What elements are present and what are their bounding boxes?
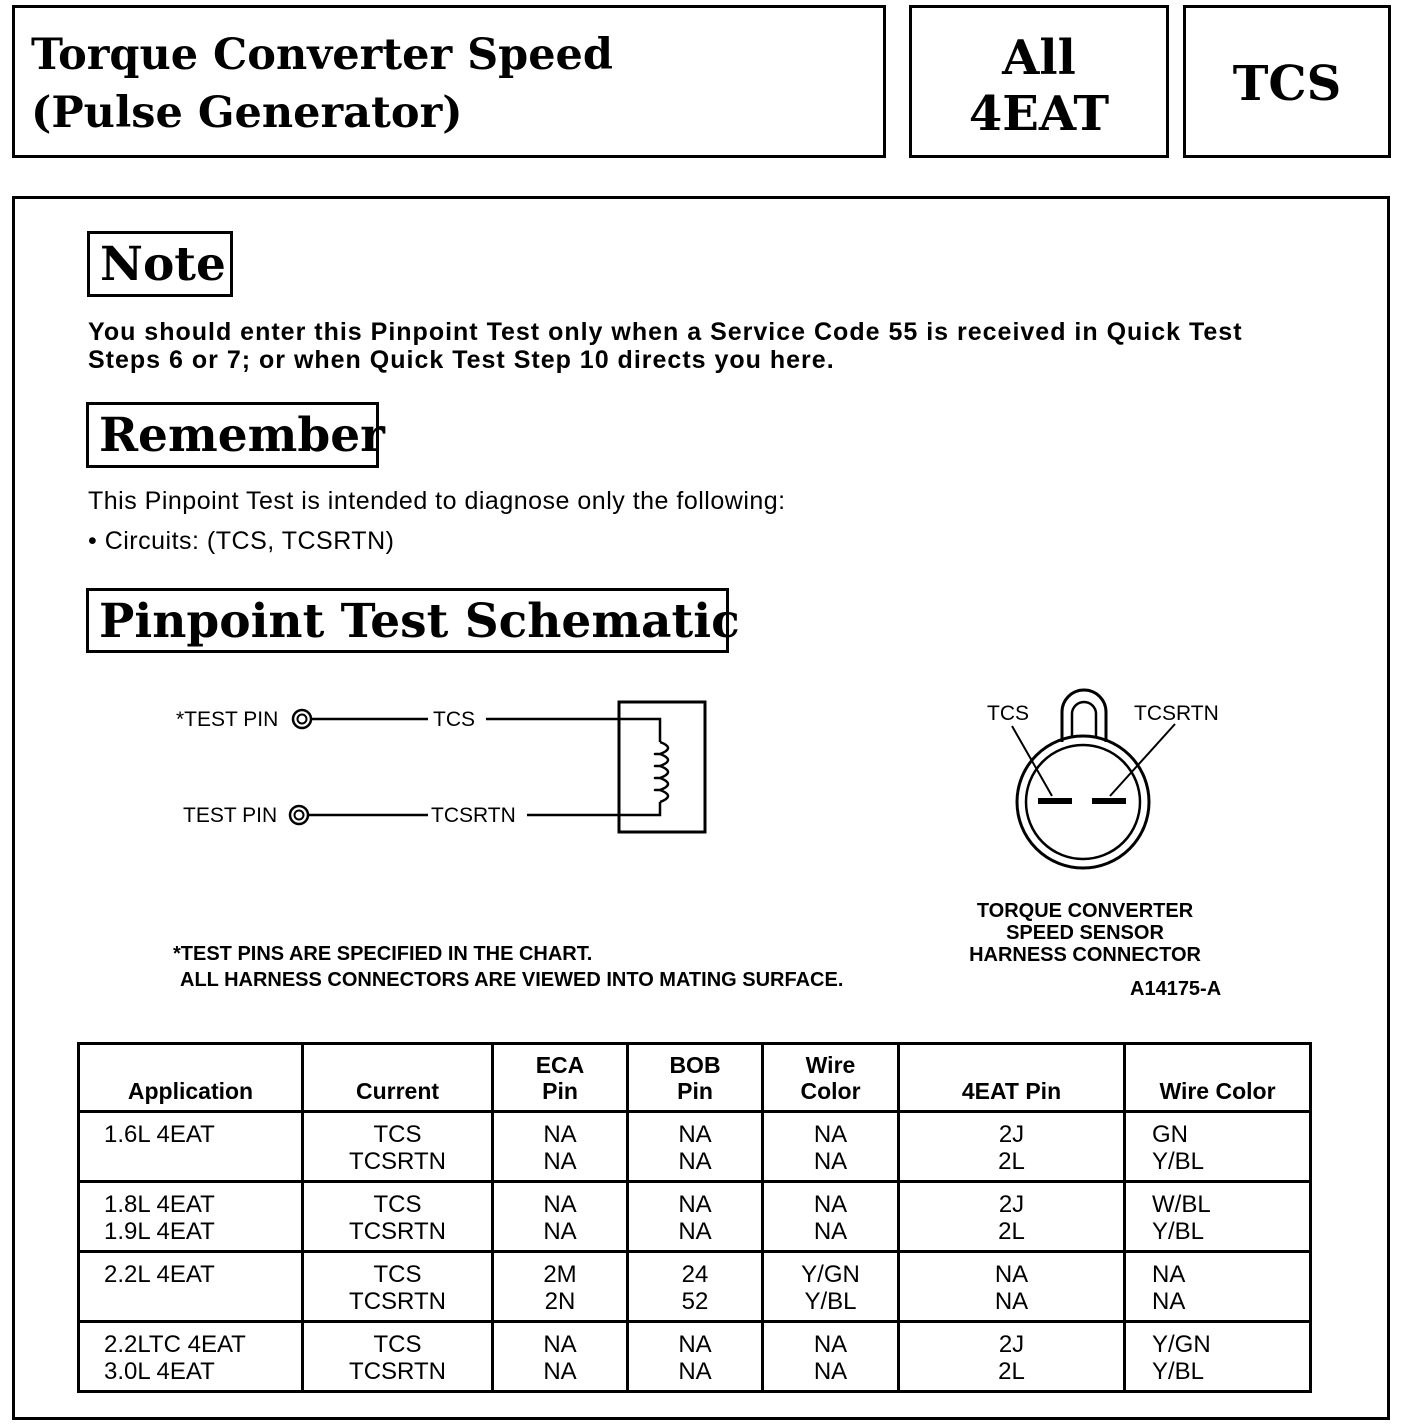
cell-line: 2.2LTC 4EAT (104, 1331, 246, 1358)
cell-eca-pin (493, 1112, 628, 1182)
header-eca-pin (493, 1044, 628, 1112)
cell-line: GN (1152, 1121, 1188, 1148)
cell-line: 52 (681, 1288, 709, 1315)
cell-line: NA (994, 1288, 1029, 1315)
header-4eat-pin: 4EAT Pin (899, 1044, 1125, 1112)
cell-wire-color-2 (1125, 1112, 1311, 1182)
cell-line: NA (678, 1218, 712, 1245)
cell-line: TCS (373, 1331, 422, 1358)
cell-line: NA (543, 1331, 577, 1358)
header-current: Current (303, 1044, 493, 1112)
cell-eca-pin (493, 1322, 628, 1392)
cell-line: 2L (998, 1148, 1025, 1175)
cell-line: TCS (373, 1121, 422, 1148)
cell-line: NA (678, 1331, 712, 1358)
cell-line: 2L (998, 1218, 1025, 1245)
connector-caption-1: TORQUE CONVERTER (976, 900, 1194, 922)
cell-wire-color (763, 1252, 899, 1322)
cell-line: NA (678, 1191, 712, 1218)
header-eca-pin-label: ECA Pin (535, 1052, 585, 1104)
cell-eca-pin (493, 1252, 628, 1322)
cell-wire-color-2 (1125, 1322, 1311, 1392)
table-row (79, 1182, 1311, 1252)
test-pin-2-inner (295, 811, 304, 820)
cell-bob-pin (628, 1252, 763, 1322)
cell-line: Y/GN (801, 1261, 860, 1288)
cell-line: TCSRTN (349, 1358, 446, 1385)
cell-line: 1.6L 4EAT (104, 1121, 215, 1148)
cell-line: NA (813, 1121, 848, 1148)
header-wire-color-2: Wire Color (1125, 1044, 1311, 1112)
table-body (79, 1112, 1311, 1392)
connector-outer-ring (1017, 736, 1149, 868)
cell-line: 2.2L 4EAT (104, 1261, 215, 1288)
cell-line: NA (813, 1358, 848, 1385)
footnote-2: ALL HARNESS CONNECTORS ARE VIEWED INTO MATING SURFACE. (180, 969, 844, 991)
coil-icon (655, 742, 668, 802)
wire-tcsrtn-label: TCSRTN (431, 804, 516, 827)
cell-line: NA (813, 1331, 848, 1358)
cell-line: NA (678, 1358, 712, 1385)
connector-latch-inner (1072, 702, 1096, 738)
cell-current (303, 1182, 493, 1252)
applicability-label: All 4EAT (968, 30, 1110, 142)
table-row (79, 1112, 1311, 1182)
coil-lead-bottom (622, 802, 660, 815)
cell-current (303, 1322, 493, 1392)
header-application: Application (79, 1044, 303, 1112)
cell-line: Y/GN (1152, 1331, 1211, 1358)
cell-line: 2M (543, 1261, 577, 1288)
cell-line: Y/BL (1152, 1148, 1205, 1175)
schematic-heading: Pinpoint Test Schematic (86, 588, 729, 653)
cell-line: NA (678, 1148, 712, 1175)
remember-heading: Remember (86, 402, 379, 468)
cell-current (303, 1252, 493, 1322)
cell-line: TCSRTN (349, 1218, 446, 1245)
cell-line: NA (813, 1191, 848, 1218)
header-wire-color-label: Wire Color (800, 1052, 861, 1104)
wire-tcs-label: TCS (433, 708, 475, 731)
header-bob-pin (628, 1044, 763, 1112)
cell-line (104, 1148, 300, 1175)
cell-application (79, 1322, 303, 1392)
test-pin-2-label: TEST PIN (183, 804, 278, 827)
cell-line: NA (994, 1261, 1029, 1288)
coil-lead-top (622, 719, 660, 742)
connector-caption-3: HARNESS CONNECTOR (969, 944, 1201, 966)
table-header-row (79, 1044, 1311, 1112)
header-bob-pin-label: BOB Pin (669, 1052, 721, 1104)
cell-4eat-pin (899, 1322, 1125, 1392)
cell-line: TCSRTN (349, 1148, 446, 1175)
cell-application (79, 1182, 303, 1252)
cell-line: NA (1152, 1261, 1186, 1288)
cell-line: NA (1152, 1288, 1186, 1315)
cell-4eat-pin (899, 1112, 1125, 1182)
cell-line: TCS (373, 1261, 422, 1288)
footnote-1: *TEST PINS ARE SPECIFIED IN THE CHART. (173, 943, 593, 965)
cell-wire-color (763, 1322, 899, 1392)
cell-line: NA (543, 1218, 577, 1245)
cell-4eat-pin (899, 1182, 1125, 1252)
cell-wire-color (763, 1182, 899, 1252)
pin-table (77, 1042, 1312, 1393)
cell-line: NA (543, 1121, 577, 1148)
cell-line: Y/BL (1152, 1218, 1205, 1245)
cell-line: TCSRTN (349, 1288, 446, 1315)
test-pin-1-inner (298, 715, 307, 724)
cell-bob-pin (628, 1112, 763, 1182)
cell-line: 1.9L 4EAT (104, 1218, 215, 1245)
connector-tcsrtn-label: TCSRTN (1134, 702, 1219, 725)
cell-wire-color (763, 1112, 899, 1182)
test-pin-1-label: *TEST PIN (176, 708, 279, 731)
connector-latch-outer (1062, 690, 1106, 742)
remember-text: This Pinpoint Test is intended to diagnose only the following: (88, 487, 786, 515)
note-heading: Note (87, 231, 233, 297)
code-label: TCS (1232, 56, 1342, 112)
cell-line: 2N (544, 1288, 576, 1315)
cell-current (303, 1112, 493, 1182)
cell-line: NA (543, 1148, 577, 1175)
cell-wire-color-2 (1125, 1182, 1311, 1252)
cell-line: NA (543, 1191, 577, 1218)
cell-application (79, 1252, 303, 1322)
cell-application (79, 1112, 303, 1182)
header-wire-color (763, 1044, 899, 1112)
cell-eca-pin (493, 1182, 628, 1252)
page-title: Torque Converter Speed (Pulse Generator) (31, 30, 613, 138)
cell-wire-color-2 (1125, 1252, 1311, 1322)
cell-line: Y/BL (804, 1288, 857, 1315)
cell-line: Y/BL (1152, 1358, 1205, 1385)
connector-tcs-label: TCS (987, 702, 1029, 725)
table-row (79, 1322, 1311, 1392)
cell-line: 24 (681, 1261, 709, 1288)
table-row (79, 1252, 1311, 1322)
cell-line: NA (813, 1218, 848, 1245)
cell-line: W/BL (1152, 1191, 1211, 1218)
cell-bob-pin (628, 1322, 763, 1392)
cell-line: 1.8L 4EAT (104, 1191, 215, 1218)
cell-line: 2J (998, 1121, 1025, 1148)
cell-line: TCS (373, 1191, 422, 1218)
cell-line: NA (678, 1121, 712, 1148)
remember-bullet: • Circuits: (TCS, TCSRTN) (88, 527, 395, 555)
cell-line: 2J (998, 1331, 1025, 1358)
note-text: You should enter this Pinpoint Test only when a Service Code 55 is received in Quick Test Steps 6 or 7; or when Quick Test Step 10 directs you here. (88, 318, 1243, 374)
cell-line: NA (543, 1358, 577, 1385)
cell-line (104, 1288, 300, 1315)
cell-line: 2L (998, 1358, 1025, 1385)
cell-bob-pin (628, 1182, 763, 1252)
figure-id: A14175-A (1130, 978, 1222, 1000)
cell-line: 3.0L 4EAT (104, 1358, 215, 1385)
cell-4eat-pin (899, 1252, 1125, 1322)
cell-line: 2J (998, 1191, 1025, 1218)
connector-caption-2: SPEED SENSOR (1006, 922, 1164, 944)
test-pin-1-icon (293, 710, 311, 728)
test-pin-2-icon (290, 806, 308, 824)
cell-line: NA (813, 1148, 848, 1175)
